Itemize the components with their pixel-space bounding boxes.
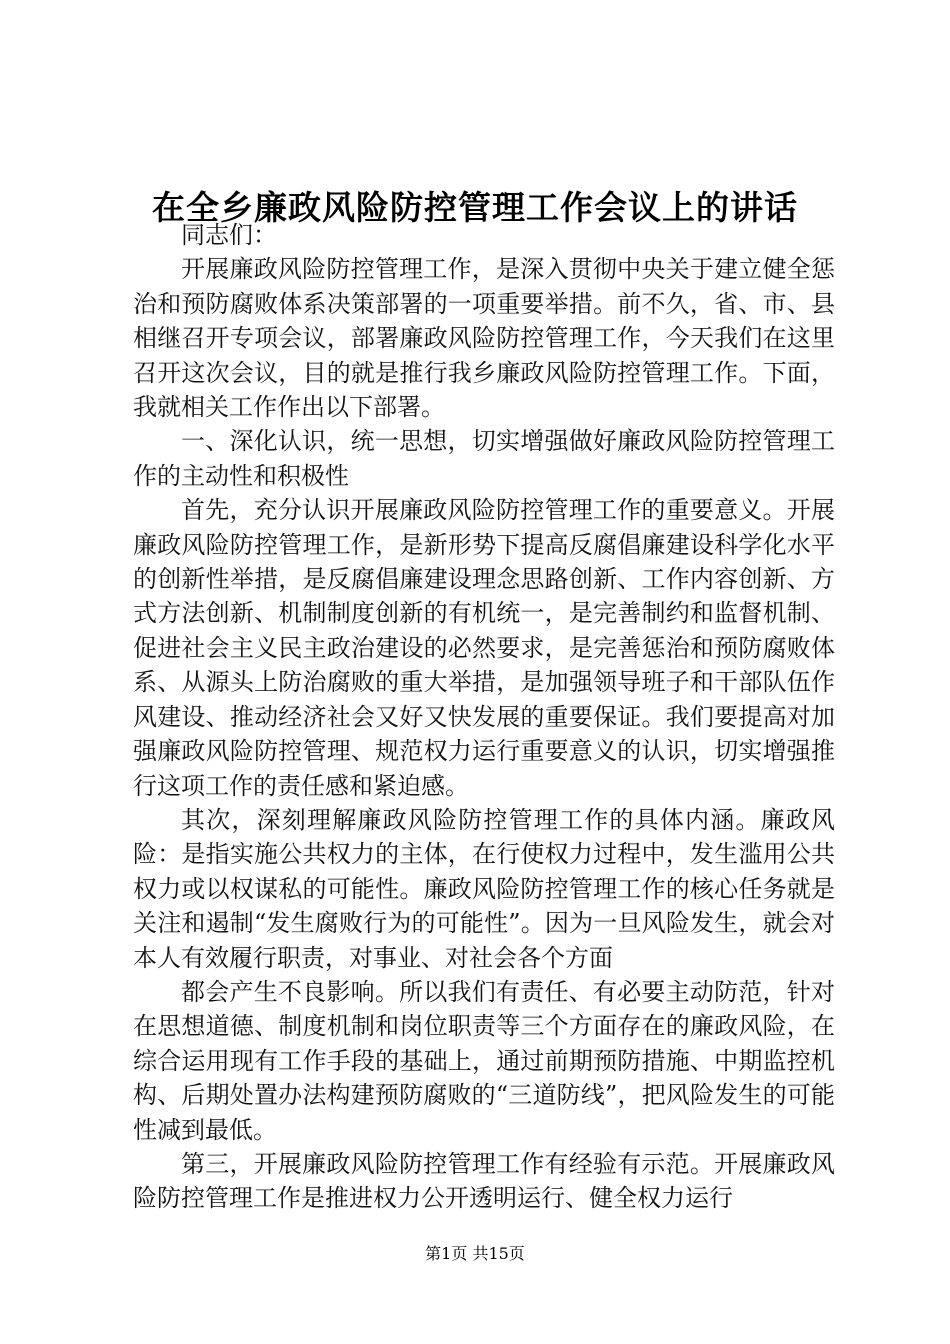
section-heading: 一、深化认识，统一思想，切实增强做好廉政风险防控管理工作的主动性和积极性	[133, 427, 835, 490]
paragraph: 首先，充分认识开展廉政风险防控管理工作的重要意义。开展廉政风险防控管理工作，是新形势下提高反腐倡廉建设科学化水平的创新性举措，是反腐倡廉建设理念思路创新、工作内容创新、方式方法创新、机制制度创新的有机统一，是完善制约和监督机制、促进社会主义民主政治建设的必然要求，是完善惩治和预防腐败体系、从源头上防治腐败的重大举措，是加强领导班子和干部队伍作风建设、推动经济社会又好又快发展的重要保证。我们要提高对加强廉政风险防控管理、规范权力运行重要意义的认识，切实增强推行这项工作的责任感和紧迫感。	[133, 496, 835, 800]
paragraph: 都会产生不良影响。所以我们有责任、有必要主动防范，针对在思想道德、制度机制和岗位职责等三个方面存在的廉政风险，在综合运用现有工作手段的基础上，通过前期预防措施、中期监控机构、后期处置办法构建预防腐败的“三道防线”，把风险发生的可能性减到最低。	[133, 977, 835, 1144]
paragraph: 其次，深刻理解廉政风险防控管理工作的具体内涵。廉政风险：是指实施公共权力的主体，在行使权力过程中，发生滥用公共权力或以权谋私的可能性。廉政风险防控管理工作的核心任务就是关注和遏制“发生腐败行为的可能性”。因为一旦风险发生，就会对本人有效履行职责，对事业、对社会各个方面	[133, 805, 835, 972]
document-title: 在全乡廉政风险防控管理工作会议上的讲话	[152, 188, 798, 227]
document-body	[133, 218, 835, 1216]
paragraph: 开展廉政风险防控管理工作，是深入贯彻中央关于建立健全惩治和预防腐败体系决策部署的一项重要举措。前不久，省、市、县相继召开专项会议，部署廉政风险防控管理工作，今天我们在这里召开这次会议，目的就是推行我乡廉政风险防控管理工作。下面，我就相关工作作出以下部署。	[133, 255, 835, 422]
paragraph: 第三，开展廉政风险防控管理工作有经验有示范。开展廉政风险防控管理工作是推进权力公开透明运行、健全权力运行	[133, 1149, 835, 1213]
salutation: 同志们：	[181, 221, 277, 249]
page-number-footer: 第1页 共15页	[425, 1244, 525, 1263]
